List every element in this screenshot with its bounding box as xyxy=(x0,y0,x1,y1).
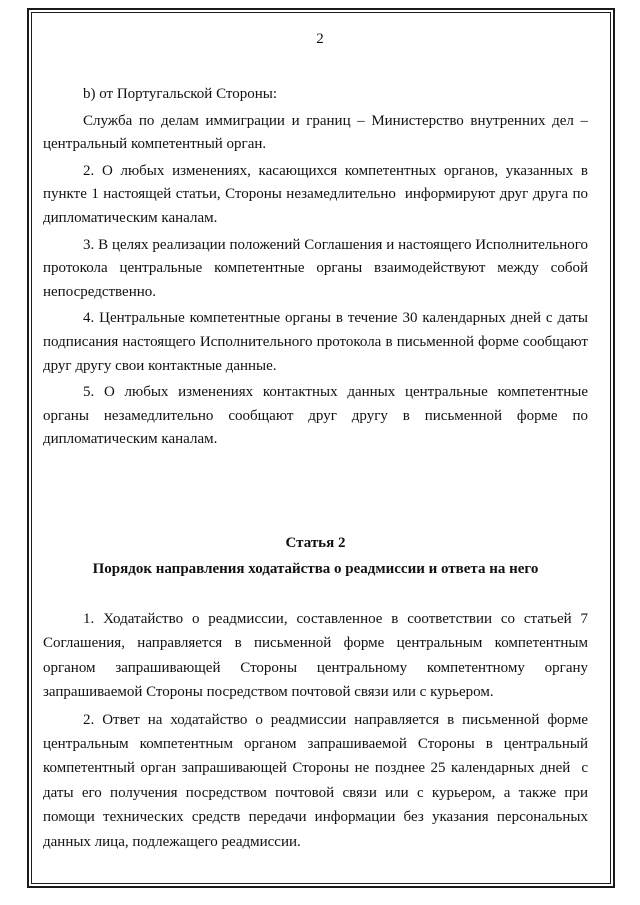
paragraph-migration-service: Служба по делам иммиграции и границ – Министерство внутренних дел – центральный компетентный орган. xyxy=(43,112,592,153)
paragraph-2: 2. О любых изменениях, касающихся компетентных органов, указанных в пункте 1 настоящей статьи, Стороны незамедлительно информируют друг друга по дипломатическим каналам. xyxy=(43,162,592,226)
article2-body xyxy=(43,607,592,857)
article2-heading xyxy=(43,530,588,582)
page-number: 2 xyxy=(316,31,324,47)
article2-paragraph-2: 2. Ответ на ходатайство о реадмиссии направляется в письменной форме центральным компетентным органом запрашиваемой Стороны в центральный компетентный орган запрашивающей Стороны не позднее 25 календарных дней с даты его получения посредством почтовой связи или с курьером, а также при помощи технических средств передачи информации без указания персональных данных лица, подлежащего реадмиссии. xyxy=(43,711,592,850)
article2-subtitle: Порядок направления ходатайства о реадмиссии и ответа на него xyxy=(92,561,539,577)
paragraph-5: 5. О любых изменениях контактных данных центральные компетентные органы незамедлительно сообщают друг другу в письменной форме по дипломатическим каналам. xyxy=(43,384,592,448)
paragraph-1b: b) от Португальской Стороны: xyxy=(83,86,278,102)
article2-paragraph-1: 1. Ходатайство о реадмиссии, составленное в соответствии со статьей 7 Соглашения, направляется в письменной форме центральным компетентным органом запрашивающей Стороны центральному компетентному органу запрашиваемой Стороны посредством почтовой связи или с курьером. xyxy=(43,611,592,701)
section1-body xyxy=(43,83,592,455)
paragraph-4: 4. Центральные компетентные органы в течение 30 календарных дней с даты подписания настоящего Исполнительного протокола в письменной форме сообщают друг другу свои контактные данные. xyxy=(43,310,592,374)
article2-title: Статья 2 xyxy=(285,535,346,551)
paragraph-3: 3. В целях реализации положений Соглашения и настоящего Исполнительного протокола центральные компетентные органы взаимодействуют между собой непосредственно. xyxy=(43,236,592,300)
